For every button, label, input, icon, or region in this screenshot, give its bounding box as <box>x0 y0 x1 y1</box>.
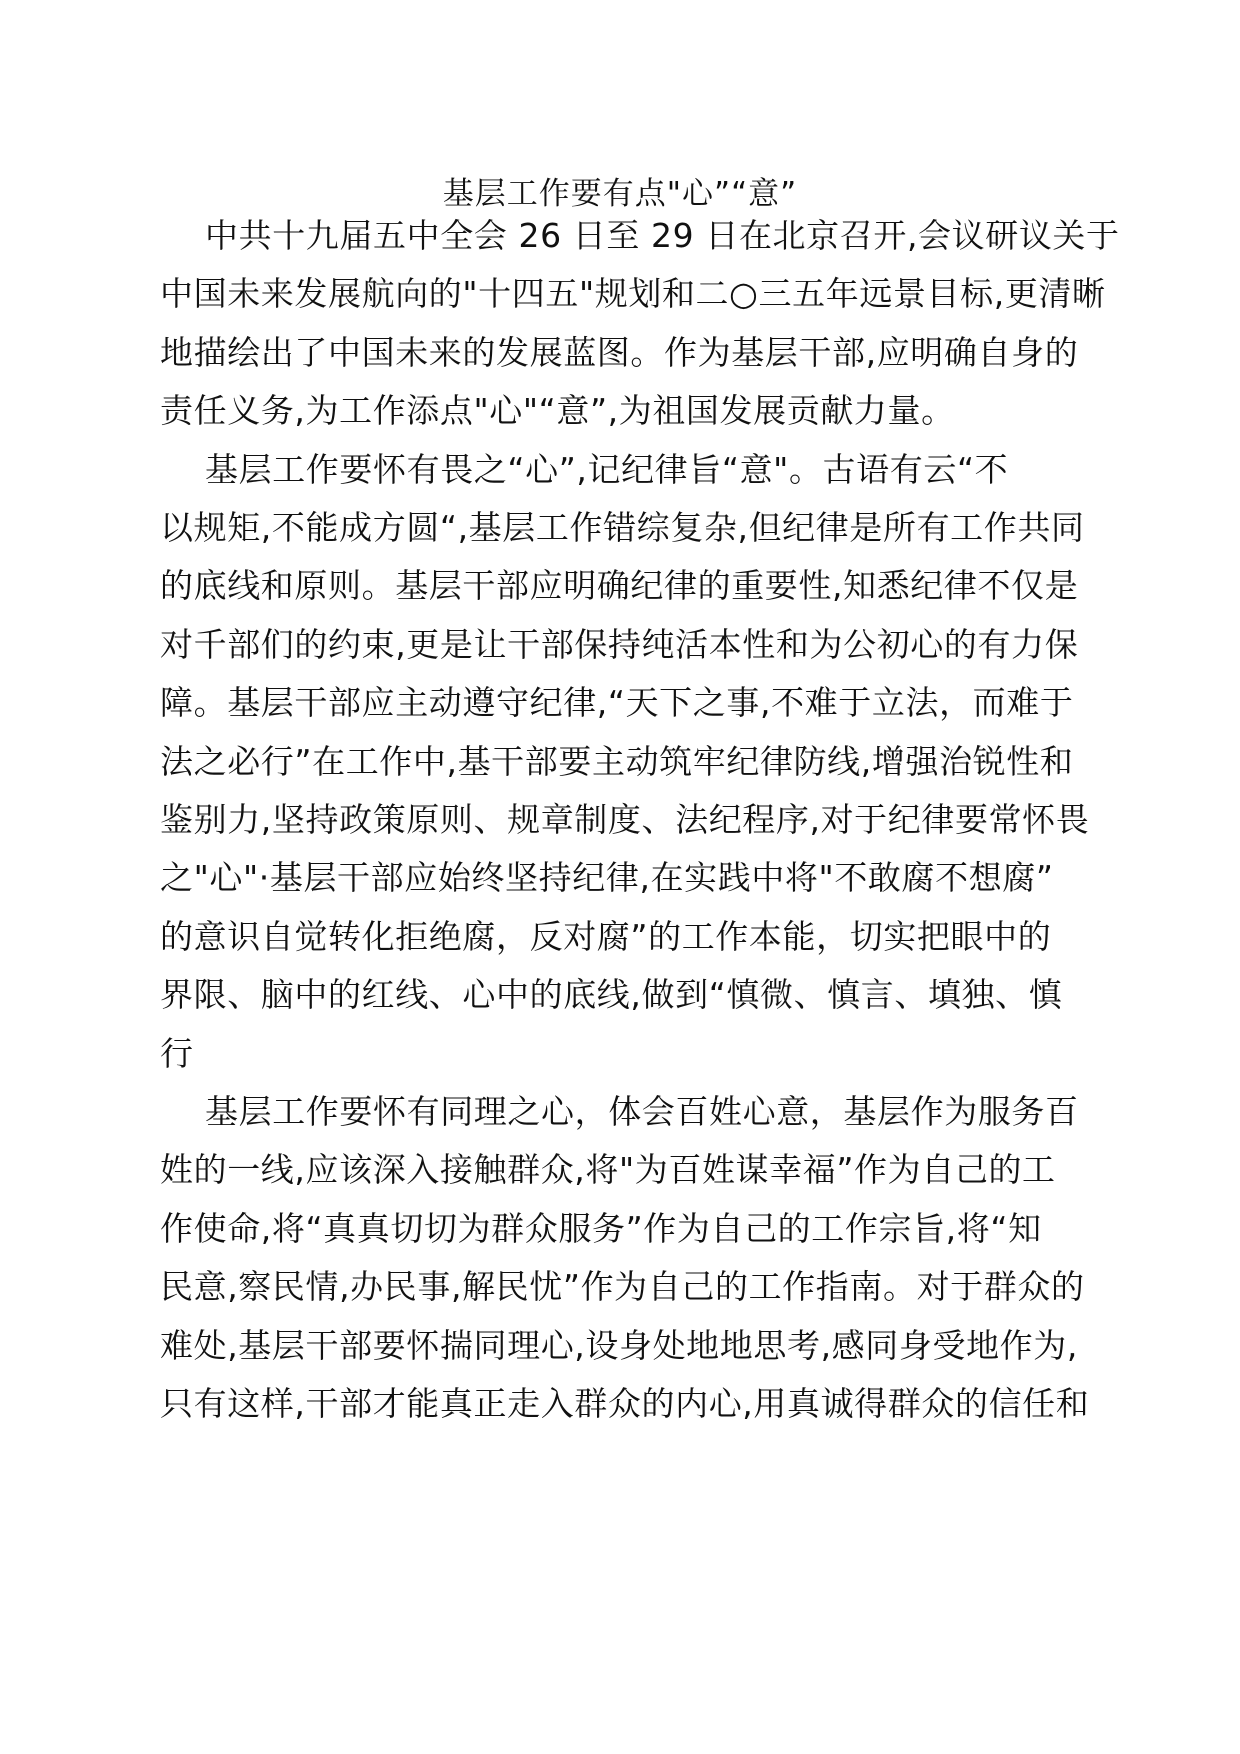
body-line: 法之必行”在工作中,基干部要主动筑牢纪律防线,增强治锐性和 <box>160 741 1074 781</box>
body-line: 的意识自觉转化拒绝腐，反对腐”的工作本能，切实把眼中的 <box>160 916 1052 956</box>
body-line: 作使命,将“真真切切为群众服务”作为自己的工作宗旨,将“知 <box>160 1208 1042 1248</box>
document-title: 基层工作要有点"心”“意” <box>442 176 798 212</box>
body-line: 的底线和原则。基层干部应明确纪律的重要性,知悉纪律不仅是 <box>160 566 1079 606</box>
body-line: 鉴别力,坚持政策原则、规章制度、法纪程序,对于纪律要常怀畏 <box>160 800 1090 839</box>
body-line: 只有这样,干部才能真正走入群众的内心,用真诚得群众的信任和 <box>160 1384 1090 1423</box>
body-line: 地描绘出了中国未来的发展蓝图。作为基层干部,应明确自身的 <box>160 332 1079 372</box>
body-line: 界限、脑中的红线、心中的底线,做到“慎微、慎言、填独、慎 <box>160 975 1063 1015</box>
body-line: 基层工作要怀有畏之“心”,记纪律旨“意"。古语有云“不 <box>205 449 1009 489</box>
body-line: 障。基层干部应主动遵守纪律,“天下之事,不难于立法，而难于 <box>160 683 1074 723</box>
body-line: 责任义务,为工作添点"心"“意”,为祖国发展贡献力量。 <box>160 391 955 431</box>
body-line: 民意,察民情,办民事,解民忧”作为自己的工作指南。对于群众的 <box>160 1267 1085 1307</box>
body-line: 姓的一线,应该深入接触群众,将"为百姓谋幸福”作为自己的工 <box>160 1150 1056 1190</box>
body-line: 中共十九届五中全会 26 日至 29 日在北京召开,会议研议关于 <box>205 216 1120 255</box>
body-line: 基层工作要怀有同理之心，体会百姓心意，基层作为服务百 <box>205 1092 1079 1131</box>
body-line: 之"心"·基层干部应始终坚持纪律,在实践中将"不敢腐不想腐” <box>160 858 1054 898</box>
body-line: 难处,基层干部要怀揣同理心,设身处地地思考,感同身受地作为, <box>160 1325 1078 1365</box>
body-line: 以规矩,不能成方圆“,基层工作错综复杂,但纪律是所有工作共同 <box>160 508 1085 547</box>
body-line: 对千部们的约束,更是让干部保持纯活本性和为公初心的有力保 <box>160 624 1079 664</box>
body-line: 中国未来发展航向的"十四五"规划和二○三五年远景目标,更清晰 <box>160 274 1106 314</box>
body-line: 行 <box>160 1033 194 1073</box>
